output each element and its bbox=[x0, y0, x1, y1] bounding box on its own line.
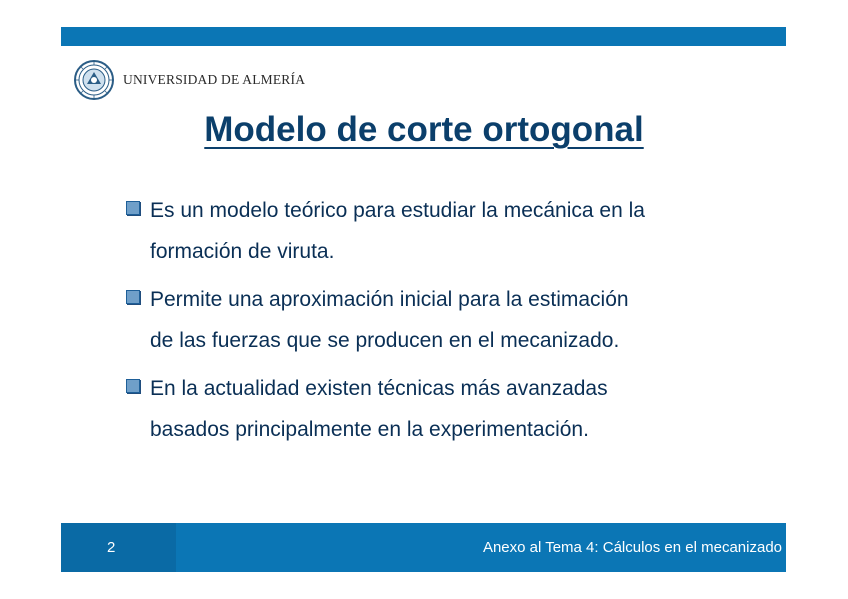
footer-course-text: Anexo al Tema 4: Cálculos en el mecanizado bbox=[482, 539, 782, 556]
university-name: UNIVERSIDAD DE ALMERÍA bbox=[123, 72, 306, 87]
university-seal-icon bbox=[74, 60, 114, 100]
bullet-line: En la actualidad existen técnicas más avanzadas bbox=[150, 377, 608, 400]
bullet-item bbox=[126, 368, 746, 450]
bullet-item bbox=[126, 279, 746, 361]
square-bullet-icon bbox=[126, 379, 140, 393]
square-bullet-icon bbox=[126, 201, 140, 215]
square-bullet-icon bbox=[126, 290, 140, 304]
page-number: 2 bbox=[107, 539, 116, 556]
bullet-line: de las fuerzas que se producen en el mecanizado. bbox=[150, 329, 620, 352]
bullet-item bbox=[126, 190, 746, 272]
bullet-line: basados principalmente en la experimentación. bbox=[150, 418, 589, 441]
bullet-list bbox=[126, 190, 746, 457]
university-logo bbox=[74, 58, 305, 102]
bullet-line: Es un modelo teórico para estudiar la mecánica en la bbox=[150, 199, 645, 222]
bullet-line: Permite una aproximación inicial para la estimación bbox=[150, 288, 629, 311]
slide-title: Modelo de corte ortogonal bbox=[204, 110, 644, 149]
bullet-line: formación de viruta. bbox=[150, 240, 335, 263]
header-bar bbox=[61, 27, 786, 46]
